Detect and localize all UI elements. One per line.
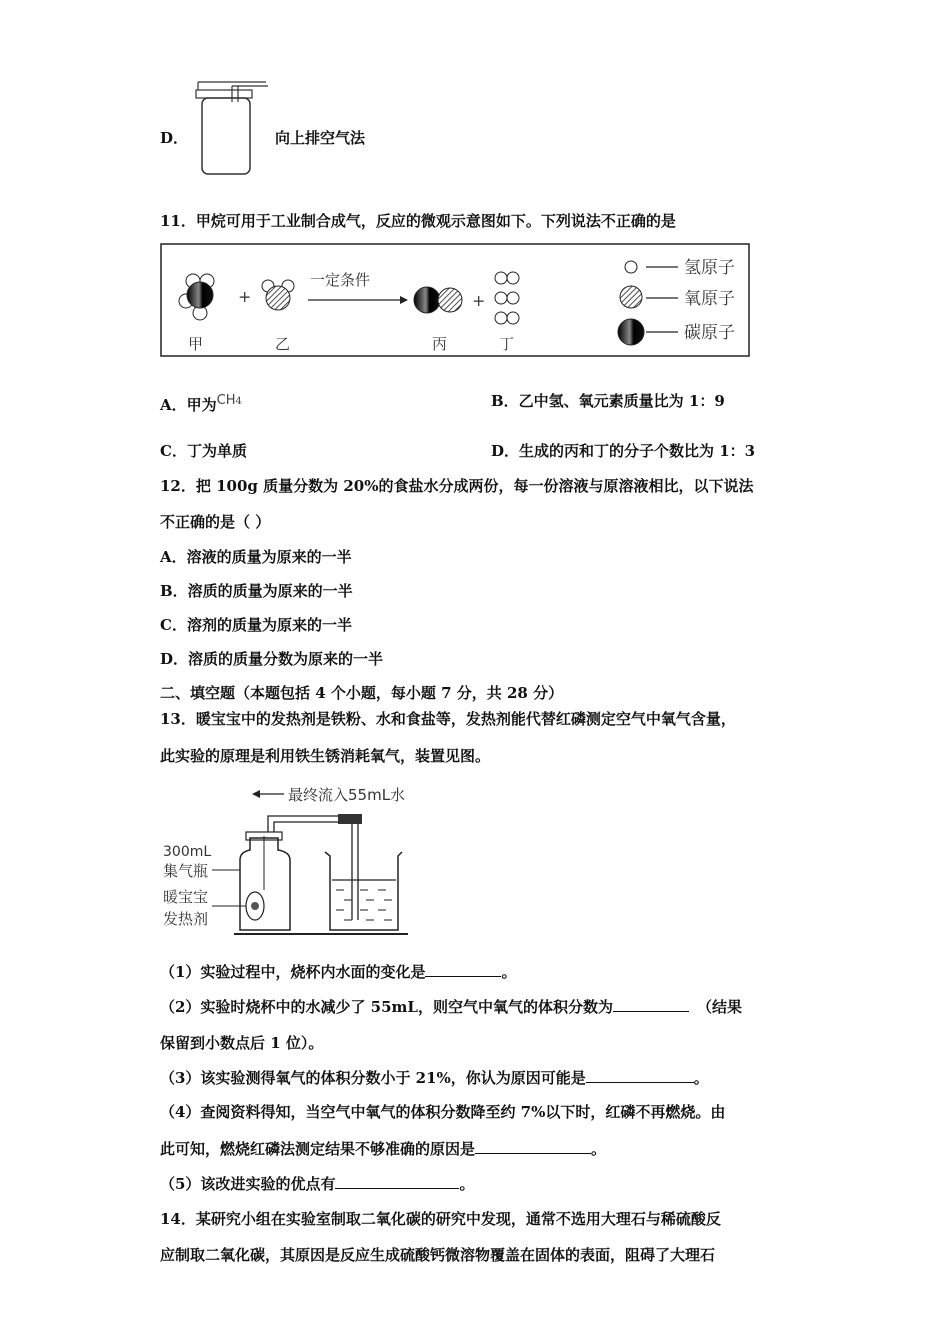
q12-option-c: C．溶剂的质量为原来的一半: [160, 616, 352, 634]
q11-stem: 11．甲烷可用于工业制合成气，反应的微观示意图如下。下列说法不正确的是: [160, 212, 676, 230]
reaction-condition: 一定条件: [310, 271, 371, 289]
q13-part-3: （3）该实验测得氧气的体积分数小于 21%，你认为原因可能是 。: [160, 1069, 709, 1087]
legend-oxygen: 氧原子: [684, 289, 735, 309]
q13-part-4: （4）查阅资料得知，当空气中氧气的体积分数降至约 7%以下时，红磷不再燃烧。由: [160, 1103, 726, 1121]
svg-text:+: +: [472, 291, 486, 310]
q10-option-d-text: 向上排空气法: [275, 129, 366, 147]
answer-blank-5[interactable]: [335, 1174, 459, 1189]
gas-collection-bottle-figure: [190, 78, 275, 178]
q13-part-5: （5）该改进实验的优点有 。: [160, 1175, 475, 1193]
q13-part-2: （2）实验时烧杯中的水减少了 55mL，则空气中氧气的体积分数为 （结果: [160, 998, 742, 1016]
answer-blank-1[interactable]: [425, 962, 501, 977]
methane-molecule: [179, 274, 214, 320]
q12-option-b: B．溶质的质量为原来的一半: [160, 582, 353, 600]
bottle-label: 集气瓶: [163, 862, 209, 880]
oxygen-measurement-apparatus: [160, 780, 420, 940]
answer-blank-3[interactable]: [586, 1068, 694, 1083]
reaction-diagram: [160, 243, 752, 359]
q10-option-d-label: D．: [160, 129, 189, 147]
svg-text:+: +: [238, 287, 252, 306]
section-2-heading: 二、填空题（本题包括 4 个小题，每小题 7 分，共 28 分）: [160, 684, 564, 702]
q13-part-1: （1）实验过程中，烧杯内水面的变化是 。: [160, 963, 517, 981]
label-ding: 丁: [499, 335, 515, 353]
carbon-monoxide-molecule: [414, 287, 462, 313]
q11-option-a: A．甲为$CH^4$: [160, 393, 242, 414]
water-inflow-label: 最终流入55mL水: [288, 786, 406, 804]
legend-carbon: 碳原子: [684, 323, 735, 343]
q13-stem-2: 此实验的原理是利用铁生锈消耗氧气，装置见图。: [160, 747, 491, 765]
q11-option-c: C．丁为单质: [160, 442, 247, 460]
q11-option-b: B．乙中氢、氧元素质量比为 1：9: [491, 392, 725, 410]
answer-blank-4[interactable]: [475, 1139, 591, 1154]
label-jia: 甲: [188, 335, 204, 353]
q14-stem-2: 应制取二氧化碳，其原因是反应生成硫酸钙微溶物覆盖在固体的表面，阻碍了大理石: [160, 1246, 716, 1264]
q12-stem-1: 12．把 100g 质量分数为 20%的食盐水分成两份，每一份溶液与原溶液相比，以下说法: [160, 477, 754, 495]
q12-option-d: D．溶质的质量分数为原来的一半: [160, 650, 384, 668]
q14-stem-1: 14．某研究小组在实验室制取二氧化碳的研究中发现，通常不选用大理石与稀硫酸反: [160, 1210, 721, 1228]
agent-label-2: 发热剂: [163, 910, 209, 928]
legend-hydrogen: 氢原子: [684, 258, 735, 278]
q12-option-a: A．溶液的质量为原来的一半: [160, 548, 352, 566]
q12-stem-2: 不正确的是（ ）: [160, 513, 271, 531]
q13-part-4-cont: 此可知，燃烧红磷法测定结果不够准确的原因是 。: [160, 1140, 607, 1158]
label-yi: 乙: [275, 335, 291, 353]
water-molecule: [262, 280, 294, 310]
answer-blank-2[interactable]: [613, 997, 689, 1012]
q13-part-2-cont: 保留到小数点后 1 位）。: [160, 1034, 324, 1052]
hydrogen-molecules: [495, 272, 519, 324]
q13-stem-1: 13．暖宝宝中的发热剂是铁粉、水和食盐等，发热剂能代替红磷测定空气中氧气含量，: [160, 710, 736, 728]
q11-option-d: D．生成的丙和丁的分子个数比为 1：3: [491, 442, 756, 460]
agent-label-1: 暖宝宝: [163, 888, 209, 906]
label-bing: 丙: [432, 335, 448, 353]
volume-label: 300mL: [163, 844, 212, 860]
